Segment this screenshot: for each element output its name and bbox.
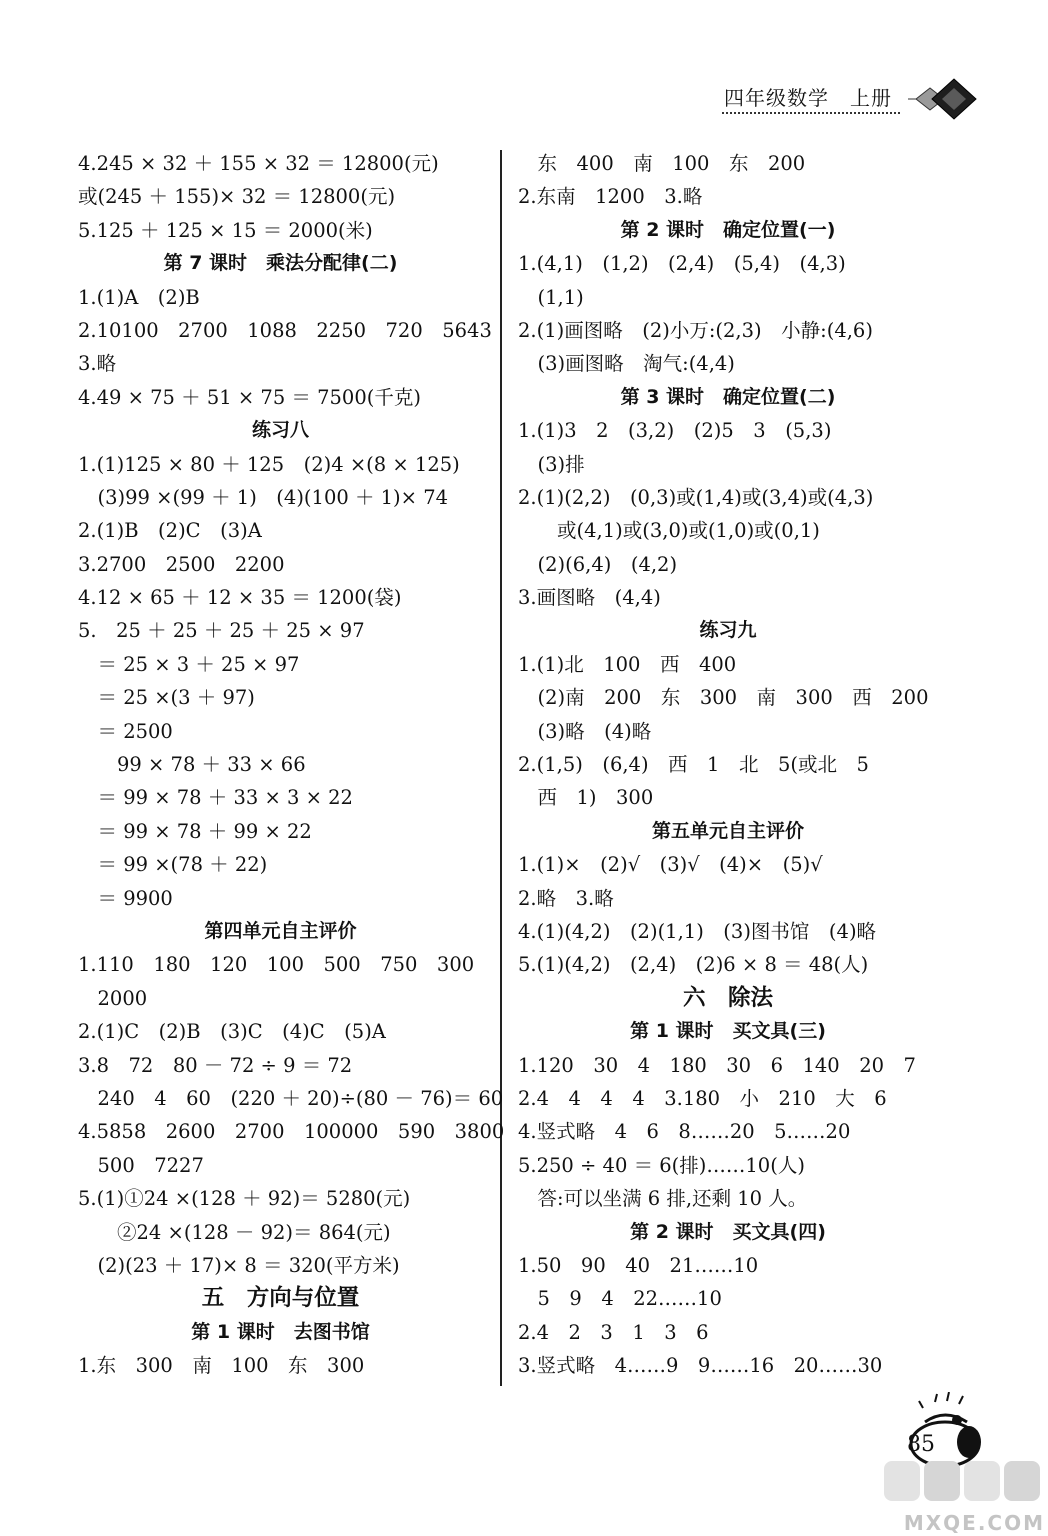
column-divider (500, 150, 502, 1386)
left-answer-line: 1.(1)125 × 80 ＋ 125 (2)4 ×(8 × 125) (78, 452, 460, 476)
right-answer-column (518, 147, 938, 1382)
right-answer-line: 1.(4,1) (1,2) (2,4) (5,4) (4,3) (518, 252, 846, 276)
right-section-heading: 第 2 课时 买文具(四) (630, 1220, 826, 1243)
site-watermark (880, 1455, 1048, 1536)
right-answer-line: (3)排 (518, 452, 585, 476)
right-answer-line: (2)(6,4) (4,2) (518, 552, 678, 576)
right-answer-line: 1.(1)× (2)√ (3)√ (4)× (5)√ (518, 853, 823, 877)
left-chapter-title: 五 方向与位置 (201, 1285, 360, 1312)
right-answer-line: 西 1) 300 (518, 786, 654, 810)
left-answer-line: 2.(1)B (2)C (3)A (78, 519, 262, 543)
left-answer-line: 5.(1)①24 ×(128 ＋ 92)＝ 5280(元) (78, 1187, 411, 1211)
right-answer-line: 2.(1,5) (6,4) 西 1 北 5(或北 5 (518, 753, 869, 777)
book-title: 四年级数学 上册 (724, 86, 892, 110)
right-chapter-title: 六 除法 (682, 984, 773, 1011)
right-answer-line: 4.(1)(4,2) (2)(1,1) (3)图书馆 (4)略 (518, 919, 877, 943)
right-section-heading: 练习九 (699, 619, 757, 642)
left-answer-line: 4.49 × 75 ＋ 51 × 75 ＝ 7500(千克) (78, 385, 421, 409)
right-answer-line: 2.(1)画图略 (2)小万:(2,3) 小静:(4,6) (518, 318, 873, 342)
right-answer-line: 3.竖式略 4……9 9……16 20……30 (518, 1354, 883, 1378)
diamond-ornament-icon (908, 74, 988, 124)
right-answer-line: 2.东南 1200 3.略 (518, 185, 703, 209)
right-answer-line: 1.(1)3 2 (3,2) (2)5 3 (5,3) (518, 419, 832, 443)
left-answer-line: 1.110 180 120 100 500 750 300 (78, 953, 475, 977)
page-header (718, 82, 1018, 132)
left-section-heading: 第四单元自主评价 (204, 919, 357, 942)
left-answer-line: ＝ 99 ×(78 ＋ 22) (78, 853, 268, 877)
right-answer-line: 3.画图略 (4,4) (518, 586, 661, 610)
left-answer-line: 99 × 78 ＋ 33 × 66 (78, 753, 306, 777)
right-answer-line: (3)略 (4)略 (518, 719, 652, 743)
left-answer-line: 2000 (78, 986, 148, 1010)
left-answer-line: 或(245 ＋ 155)× 32 ＝ 12800(元) (78, 185, 396, 209)
right-answer-line: (2)南 200 东 300 南 300 西 200 (518, 686, 929, 710)
right-answer-line: (1,1) (518, 285, 584, 309)
left-answer-line: 5.125 ＋ 125 × 15 ＝ 2000(米) (78, 218, 373, 242)
left-answer-line: 2.10100 2700 1088 2250 720 5643 (78, 318, 492, 342)
right-answer-line: 4.竖式略 4 6 8……20 5……20 (518, 1120, 851, 1144)
left-answer-line: 1.东 300 南 100 东 300 (78, 1354, 365, 1378)
left-answer-line: ＝ 99 × 78 ＋ 33 × 3 × 22 (78, 786, 353, 810)
left-answer-line: 4.245 × 32 ＋ 155 × 32 ＝ 12800(元) (78, 152, 439, 175)
left-section-heading: 练习八 (251, 419, 309, 442)
right-answer-line: 5.(1)(4,2) (2,4) (2)6 × 8 ＝ 48(人) (518, 953, 869, 977)
left-answer-line: 5. 25 ＋ 25 ＋ 25 ＋ 25 × 97 (78, 619, 365, 643)
left-answer-line: 3.8 72 80 － 72 ÷ 9 ＝ 72 (78, 1053, 353, 1077)
left-answer-line: 1.(1)A (2)B (78, 285, 200, 309)
right-answer-line: 5 9 4 22……10 (518, 1287, 722, 1311)
left-answer-line: 2.(1)C (2)B (3)C (4)C (5)A (78, 1020, 386, 1044)
left-answer-line: ②24 ×(128 － 92)＝ 864(元) (78, 1220, 391, 1244)
header-dotted-rule (722, 112, 900, 114)
left-answer-line: ＝ 9900 (78, 886, 173, 910)
right-answer-line: 2.(1)(2,2) (0,3)或(1,4)或(3,4)或(4,3) (518, 485, 874, 509)
left-answer-line: ＝ 25 × 3 ＋ 25 × 97 (78, 652, 300, 676)
right-answer-line: 1.(1)北 100 西 400 (518, 652, 737, 676)
right-answer-line: (3)画图略 淘气:(4,4) (518, 352, 735, 376)
left-answer-line: 3.2700 2500 2200 (78, 552, 285, 576)
right-answer-line: 2.4 4 4 4 3.180 小 210 大 6 (518, 1086, 887, 1110)
right-answer-line: 或(4,1)或(3,0)或(1,0)或(0,1) (518, 519, 820, 543)
watermark-logo-icon (880, 1455, 1048, 1511)
left-section-heading: 第 7 课时 乘法分配律(二) (163, 252, 398, 275)
left-answer-line: 4.12 × 65 ＋ 12 × 35 ＝ 1200(袋) (78, 586, 402, 610)
left-answer-line: (2)(23 ＋ 17)× 8 ＝ 320(平方米) (78, 1253, 400, 1277)
left-answer-line: ＝ 99 × 78 ＋ 99 × 22 (78, 819, 312, 843)
right-section-heading: 第 3 课时 确定位置(二) (620, 385, 836, 408)
left-answer-column (78, 147, 505, 1382)
right-answer-line: 2.4 2 3 1 3 6 (518, 1320, 709, 1344)
right-answer-line: 答:可以坐满 6 排,还剩 10 人。 (518, 1187, 808, 1211)
right-section-heading: 第五单元自主评价 (651, 819, 804, 842)
right-answer-line: 2.略 3.略 (518, 886, 614, 910)
left-answer-line: (3)99 ×(99 ＋ 1) (4)(100 ＋ 1)× 74 (78, 485, 449, 509)
right-answer-line: 1.120 30 4 180 30 6 140 20 7 (518, 1053, 916, 1077)
right-answer-line: 东 400 南 100 东 200 (518, 152, 806, 175)
left-answer-line: 4.5858 2600 2700 100000 590 3800 (78, 1120, 505, 1144)
right-section-heading: 第 2 课时 确定位置(一) (620, 218, 836, 241)
left-section-heading: 第 1 课时 去图书馆 (191, 1320, 370, 1343)
right-section-heading: 第 1 课时 买文具(三) (630, 1020, 826, 1043)
left-answer-line: ＝ 25 ×(3 ＋ 97) (78, 686, 255, 710)
left-answer-line: 240 4 60 (220 ＋ 20)÷(80 － 76)＝ 60 (78, 1086, 504, 1110)
right-answer-line: 5.250 ÷ 40 ＝ 6(排)……10(人) (518, 1153, 805, 1177)
left-answer-line: 500 7227 (78, 1153, 204, 1177)
right-answer-line: 1.50 90 40 21……10 (518, 1253, 759, 1277)
page-number: 85 (907, 1432, 935, 1457)
left-answer-line: ＝ 2500 (78, 719, 173, 743)
left-answer-line: 3.略 (78, 352, 117, 376)
watermark-text: MXQE.COM (903, 1511, 1045, 1535)
